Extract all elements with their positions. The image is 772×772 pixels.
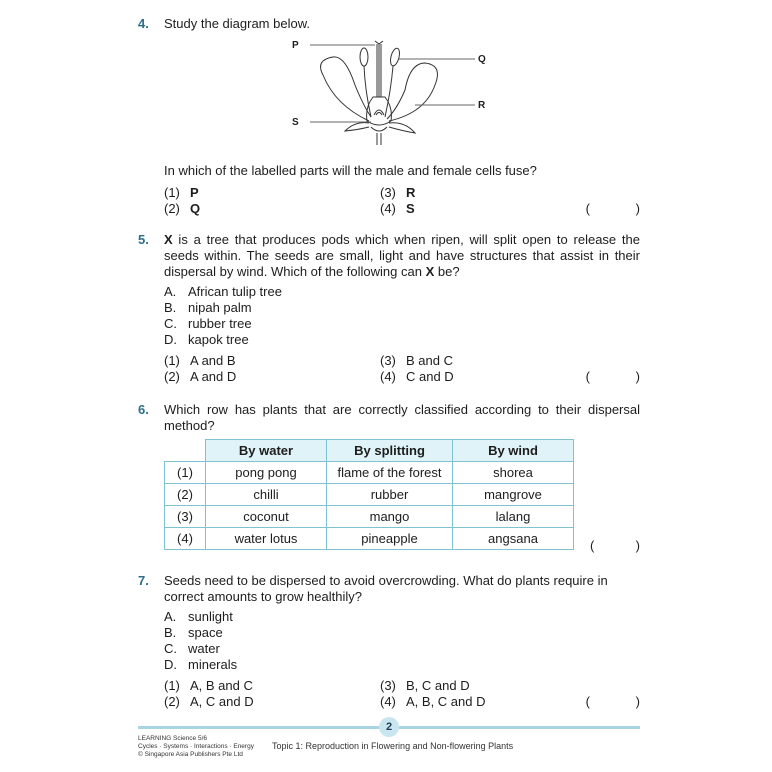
column-header: By wind — [453, 440, 574, 462]
diagram-label-q: Q — [478, 54, 486, 65]
answer-options — [164, 353, 640, 385]
option-4[interactable]: (4) S — [380, 201, 415, 216]
flower-diagram — [285, 35, 495, 145]
column-header: By splitting — [327, 440, 453, 462]
option-3[interactable]: (3) B, C and D — [380, 678, 470, 693]
table-row: (3) coconut mango lalang — [165, 506, 574, 528]
list-item: A. African tulip tree — [164, 284, 282, 299]
question-5 — [138, 232, 640, 385]
answer-options — [164, 678, 640, 710]
diagram-label-p: P — [292, 40, 299, 51]
answer-bracket[interactable]: ( ) — [585, 694, 640, 709]
option-1[interactable]: (1) P — [164, 185, 199, 200]
option-2[interactable]: (2) Q — [164, 201, 201, 216]
option-4[interactable]: (4) C and D — [380, 369, 454, 384]
option-2[interactable]: (2) A and D — [164, 369, 237, 384]
option-1[interactable]: (1) A and B — [164, 353, 236, 368]
column-header: By water — [206, 440, 327, 462]
worksheet-page: 4. Study the diagram below. P Q R S In which of the labelled parts will the male and female cells fuse? (1) P (2) Q (3) R (4) S ( ) 5. X is a tree that produces pods which when ripen, will split open to release the seeds within. The seeds are small, light and have structures that assist in their dispersal by wind. Which of the following can X be? A. African tulip tree B. nipah palm C. rubber tree D. kapok tree (1) A and B (2) A and D (3) B and C (4) C and D ( ) 6. Which row has plants that are correctly classified according to their dispersal method? By water By splitting By wind (1) pong pong flame of the forest shorea (2) chilli rubber mangrove (3) coconut mango lalang (4) water lotus pineapple angsana ( ) 7. Seeds need to be dispersed to avoid overcrowding. What do plants require in correct amounts to grow healthily? A. sunlight B. space C. water D. minerals (1) A, B and C (2) A, C and D (3) B, C and D (4) A, B, C and D ( ) 2 LEARNING Science 5/6 Cycles · Systems · Interactions · Energy © Singapore Asia Publishers Pte Ltd Topic 1: Reproduction in Flowering and Non-flowering Plants — [138, 16, 640, 758]
question-text: Seeds need to be dispersed to avoid overcrowding. What do plants require in correct amounts to grow healthily? — [164, 573, 608, 604]
option-4[interactable]: (4) A, B, C and D — [380, 694, 486, 709]
question-6 — [138, 402, 640, 434]
diagram-label-r: R — [478, 100, 486, 111]
item-list — [164, 609, 640, 673]
question-text: Which row has plants that are correctly classified according to their dispersal method? — [164, 402, 640, 433]
list-item: D. kapok tree — [164, 332, 249, 347]
list-item: C. water — [164, 641, 220, 656]
table-row: (2) chilli rubber mangrove — [165, 484, 574, 506]
page-number-badge: 2 — [379, 717, 399, 737]
table-row: (1) pong pong flame of the forest shorea — [165, 462, 574, 484]
list-item: C. rubber tree — [164, 316, 252, 331]
answer-bracket[interactable]: ( ) — [585, 201, 640, 216]
diagram-label-s: S — [292, 117, 299, 128]
question-number: 6. — [138, 402, 149, 417]
table-row: (4) water lotus pineapple angsana — [165, 528, 574, 550]
question-intro: Study the diagram below. — [164, 16, 310, 31]
question-number: 4. — [138, 16, 149, 31]
dispersal-table — [164, 439, 574, 550]
list-item: B. nipah palm — [164, 300, 252, 315]
list-item: B. space — [164, 625, 223, 640]
question-7 — [138, 573, 640, 710]
topic-title: Topic 1: Reproduction in Flowering and Non-flowering Plants — [272, 741, 514, 751]
list-item: D. minerals — [164, 657, 238, 672]
book-info: LEARNING Science 5/6 Cycles · Systems · Interactions · Energy © Singapore Asia Publishers Pte Ltd — [138, 735, 254, 758]
question-4 — [138, 16, 640, 32]
item-list — [164, 284, 640, 348]
table-header-row — [165, 440, 574, 462]
question-4-body — [138, 163, 640, 217]
answer-options — [164, 185, 640, 217]
option-3[interactable]: (3) B and C — [380, 353, 453, 368]
answer-bracket[interactable]: ( ) — [585, 369, 640, 384]
list-item: A. sunlight — [164, 609, 233, 624]
option-1[interactable]: (1) A, B and C — [164, 678, 253, 693]
question-number: 7. — [138, 573, 149, 588]
option-2[interactable]: (2) A, C and D — [164, 694, 254, 709]
question-number: 5. — [138, 232, 149, 247]
option-3[interactable]: (3) R — [380, 185, 416, 200]
question-text: In which of the labelled parts will the male and female cells fuse? — [164, 163, 537, 178]
question-text: X is a tree that produces pods which when ripen, will split open to release the seeds within. The seeds are small, light and have structures that assist in their dispersal by wind. Which of the following can X be? — [164, 232, 640, 279]
